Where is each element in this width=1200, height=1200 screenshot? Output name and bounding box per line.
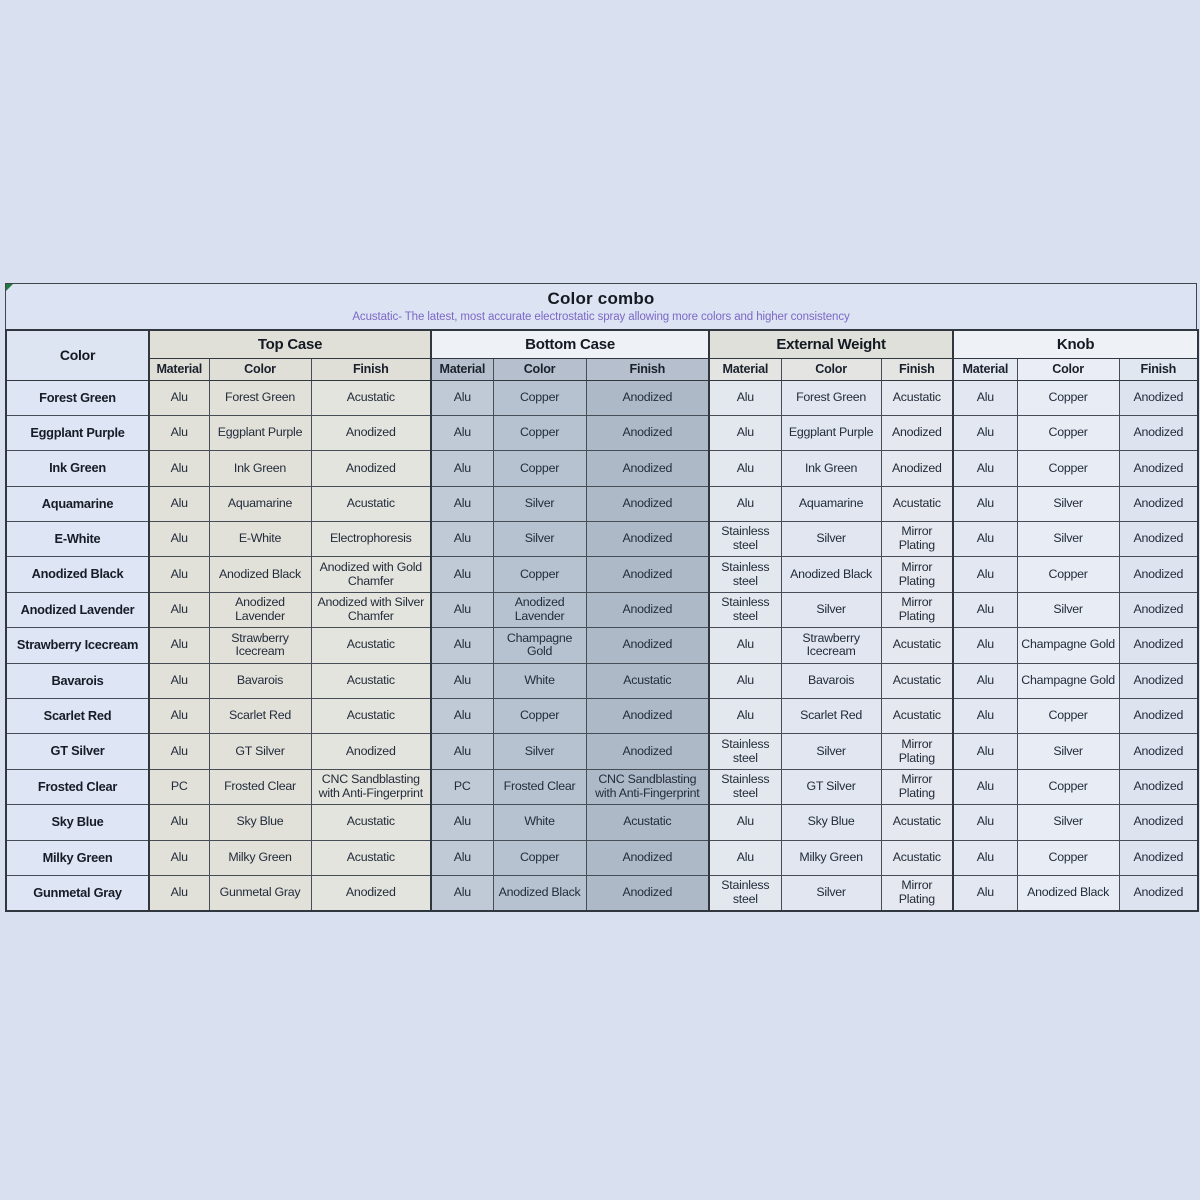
cell-knob-finish: Anodized [1119,628,1198,663]
cell-knob-color: Copper [1017,415,1119,450]
cell-bottom-case-color: Silver [493,734,586,769]
cell-bottom-case-material: Alu [431,699,493,734]
cell-bottom-case-finish: Anodized [586,380,709,415]
cell-bottom-case-finish: Acustatic [586,805,709,840]
cell-bottom-case-color: Anodized Lavender [493,592,586,627]
group-header-bottom-case: Bottom Case [431,330,709,358]
table-row [6,415,1198,450]
cell-external-weight-color: Silver [781,592,881,627]
cell-top-case-finish: Anodized [311,875,431,910]
cell-top-case-color: Milky Green [209,840,311,875]
sub-header-row [6,358,1198,380]
cell-knob-finish: Anodized [1119,557,1198,592]
cell-knob-material: Alu [953,699,1017,734]
color-combo-sheet [5,283,1197,912]
cell-top-case-finish: Anodized with Silver Chamfer [311,592,431,627]
cell-external-weight-material: Alu [709,699,781,734]
cell-color-name: Strawberry Icecream [6,628,149,663]
cell-external-weight-material: Stainless steel [709,769,781,804]
column-header-knob-color: Color [1017,358,1119,380]
cell-external-weight-color: Eggplant Purple [781,415,881,450]
cell-top-case-material: Alu [149,805,209,840]
cell-bottom-case-finish: Anodized [586,415,709,450]
cell-bottom-case-material: Alu [431,380,493,415]
cell-bottom-case-material: Alu [431,557,493,592]
cell-external-weight-color: Anodized Black [781,557,881,592]
cell-knob-finish: Anodized [1119,769,1198,804]
cell-top-case-color: Gunmetal Gray [209,875,311,910]
cell-color-name: Scarlet Red [6,699,149,734]
cell-bottom-case-material: PC [431,769,493,804]
cell-knob-color: Silver [1017,805,1119,840]
cell-knob-color: Copper [1017,699,1119,734]
cell-knob-finish: Anodized [1119,380,1198,415]
cell-bottom-case-finish: Anodized [586,840,709,875]
cell-external-weight-finish: Mirror Plating [881,592,953,627]
table-header [6,330,1198,380]
cell-top-case-finish: Acustatic [311,628,431,663]
cell-knob-finish: Anodized [1119,486,1198,521]
cell-external-weight-color: Milky Green [781,840,881,875]
cell-bottom-case-material: Alu [431,592,493,627]
cell-external-weight-finish: Mirror Plating [881,557,953,592]
table-row [6,522,1198,557]
column-header-knob-finish: Finish [1119,358,1198,380]
cell-external-weight-material: Alu [709,415,781,450]
cell-top-case-finish: Acustatic [311,486,431,521]
cell-knob-finish: Anodized [1119,415,1198,450]
cell-knob-material: Alu [953,805,1017,840]
cell-top-case-finish: Anodized [311,451,431,486]
cell-knob-material: Alu [953,557,1017,592]
cell-bottom-case-finish: Acustatic [586,663,709,698]
cell-external-weight-material: Stainless steel [709,734,781,769]
cell-bottom-case-finish: CNC Sandblasting with Anti-Fingerprint [586,769,709,804]
column-header-external-weight-material: Material [709,358,781,380]
cell-external-weight-color: Aquamarine [781,486,881,521]
cell-bottom-case-material: Alu [431,875,493,910]
cell-bottom-case-finish: Anodized [586,486,709,521]
column-header-top-case-finish: Finish [311,358,431,380]
cell-knob-material: Alu [953,451,1017,486]
cell-external-weight-finish: Acustatic [881,628,953,663]
cell-top-case-finish: Acustatic [311,805,431,840]
cell-bottom-case-material: Alu [431,840,493,875]
cell-top-case-material: Alu [149,557,209,592]
cell-external-weight-finish: Acustatic [881,486,953,521]
cell-bottom-case-material: Alu [431,522,493,557]
cell-top-case-material: Alu [149,663,209,698]
cell-external-weight-color: Silver [781,734,881,769]
cell-knob-material: Alu [953,380,1017,415]
cell-external-weight-color: Ink Green [781,451,881,486]
cell-color-name: Frosted Clear [6,769,149,804]
column-header-external-weight-color: Color [781,358,881,380]
table-row [6,734,1198,769]
cell-color-name: Aquamarine [6,486,149,521]
cell-external-weight-material: Alu [709,380,781,415]
cell-external-weight-material: Alu [709,486,781,521]
cell-external-weight-color: Sky Blue [781,805,881,840]
cell-color-name: Anodized Lavender [6,592,149,627]
page-subtitle: Acustatic- The latest, most accurate electrostatic spray allowing more colors and higher consistency [352,310,850,323]
cell-bottom-case-color: Copper [493,699,586,734]
column-header-top-case-material: Material [149,358,209,380]
cell-knob-color: Silver [1017,522,1119,557]
comment-marker-icon [6,284,13,291]
cell-bottom-case-color: Frosted Clear [493,769,586,804]
cell-external-weight-material: Stainless steel [709,875,781,910]
cell-color-name: GT Silver [6,734,149,769]
cell-top-case-material: PC [149,769,209,804]
cell-knob-color: Copper [1017,557,1119,592]
cell-top-case-color: Scarlet Red [209,699,311,734]
cell-top-case-finish: CNC Sandblasting with Anti-Fingerprint [311,769,431,804]
cell-top-case-color: Eggplant Purple [209,415,311,450]
cell-top-case-color: Frosted Clear [209,769,311,804]
group-header-row [6,330,1198,358]
cell-top-case-color: Sky Blue [209,805,311,840]
cell-top-case-material: Alu [149,380,209,415]
cell-bottom-case-finish: Anodized [586,734,709,769]
cell-knob-material: Alu [953,840,1017,875]
cell-external-weight-finish: Acustatic [881,663,953,698]
cell-knob-material: Alu [953,486,1017,521]
cell-color-name: Sky Blue [6,805,149,840]
cell-top-case-material: Alu [149,451,209,486]
cell-knob-material: Alu [953,734,1017,769]
cell-knob-color: Copper [1017,769,1119,804]
table-row [6,699,1198,734]
table-row [6,769,1198,804]
cell-color-name: Eggplant Purple [6,415,149,450]
cell-color-name: Ink Green [6,451,149,486]
cell-knob-material: Alu [953,592,1017,627]
cell-bottom-case-color: Copper [493,451,586,486]
cell-knob-material: Alu [953,415,1017,450]
cell-top-case-material: Alu [149,415,209,450]
group-header-external-weight: External Weight [709,330,953,358]
cell-external-weight-color: Silver [781,875,881,910]
cell-bottom-case-color: Silver [493,486,586,521]
cell-knob-material: Alu [953,522,1017,557]
cell-top-case-finish: Anodized with Gold Chamfer [311,557,431,592]
cell-external-weight-finish: Anodized [881,415,953,450]
cell-top-case-finish: Acustatic [311,380,431,415]
cell-knob-color: Copper [1017,840,1119,875]
cell-top-case-color: GT Silver [209,734,311,769]
cell-knob-finish: Anodized [1119,451,1198,486]
cell-knob-material: Alu [953,875,1017,910]
cell-knob-finish: Anodized [1119,840,1198,875]
table-row [6,557,1198,592]
table-row [6,380,1198,415]
cell-external-weight-finish: Mirror Plating [881,734,953,769]
cell-bottom-case-finish: Anodized [586,699,709,734]
cell-bottom-case-color: Copper [493,557,586,592]
cell-external-weight-color: Silver [781,522,881,557]
cell-top-case-material: Alu [149,592,209,627]
cell-external-weight-finish: Mirror Plating [881,769,953,804]
cell-color-name: E-White [6,522,149,557]
page-title: Color combo [547,289,655,308]
cell-top-case-finish: Acustatic [311,840,431,875]
cell-top-case-finish: Anodized [311,415,431,450]
cell-knob-color: Copper [1017,380,1119,415]
cell-knob-color: Copper [1017,451,1119,486]
cell-knob-material: Alu [953,628,1017,663]
table-body [6,380,1198,911]
cell-external-weight-material: Alu [709,840,781,875]
color-combo-table [5,329,1199,912]
cell-bottom-case-material: Alu [431,451,493,486]
cell-knob-color: Silver [1017,486,1119,521]
cell-knob-color: Champagne Gold [1017,628,1119,663]
cell-bottom-case-color: White [493,663,586,698]
cell-bottom-case-material: Alu [431,415,493,450]
cell-top-case-color: Bavarois [209,663,311,698]
column-header-top-case-color: Color [209,358,311,380]
cell-color-name: Gunmetal Gray [6,875,149,910]
cell-knob-color: Silver [1017,734,1119,769]
cell-knob-material: Alu [953,769,1017,804]
cell-color-name: Anodized Black [6,557,149,592]
cell-external-weight-finish: Mirror Plating [881,522,953,557]
cell-color-name: Forest Green [6,380,149,415]
table-row [6,628,1198,663]
cell-top-case-color: Aquamarine [209,486,311,521]
cell-bottom-case-material: Alu [431,805,493,840]
cell-top-case-finish: Acustatic [311,699,431,734]
cell-knob-color: Silver [1017,592,1119,627]
cell-external-weight-material: Stainless steel [709,592,781,627]
cell-bottom-case-color: Anodized Black [493,875,586,910]
cell-external-weight-material: Alu [709,628,781,663]
cell-bottom-case-color: Copper [493,415,586,450]
cell-top-case-finish: Electrophoresis [311,522,431,557]
column-header-bottom-case-finish: Finish [586,358,709,380]
cell-external-weight-material: Stainless steel [709,522,781,557]
cell-external-weight-material: Alu [709,451,781,486]
cell-top-case-color: Forest Green [209,380,311,415]
table-row [6,592,1198,627]
cell-knob-color: Anodized Black [1017,875,1119,910]
table-row [6,840,1198,875]
table-row [6,805,1198,840]
cell-bottom-case-color: Copper [493,840,586,875]
cell-top-case-material: Alu [149,522,209,557]
cell-knob-finish: Anodized [1119,734,1198,769]
cell-bottom-case-material: Alu [431,486,493,521]
cell-top-case-color: Anodized Black [209,557,311,592]
cell-external-weight-color: Scarlet Red [781,699,881,734]
cell-bottom-case-color: Copper [493,380,586,415]
cell-external-weight-color: Bavarois [781,663,881,698]
cell-external-weight-color: Strawberry Icecream [781,628,881,663]
cell-bottom-case-color: Silver [493,522,586,557]
cell-external-weight-finish: Anodized [881,451,953,486]
cell-top-case-material: Alu [149,734,209,769]
cell-bottom-case-finish: Anodized [586,522,709,557]
table-row [6,486,1198,521]
cell-top-case-color: Ink Green [209,451,311,486]
column-header-external-weight-finish: Finish [881,358,953,380]
cell-top-case-material: Alu [149,486,209,521]
cell-external-weight-finish: Mirror Plating [881,875,953,910]
corner-header: Color [6,330,149,380]
cell-external-weight-finish: Acustatic [881,699,953,734]
column-header-knob-material: Material [953,358,1017,380]
cell-knob-finish: Anodized [1119,875,1198,910]
cell-bottom-case-finish: Anodized [586,557,709,592]
cell-external-weight-color: Forest Green [781,380,881,415]
table-row [6,451,1198,486]
group-header-top-case: Top Case [149,330,431,358]
cell-top-case-material: Alu [149,699,209,734]
cell-color-name: Milky Green [6,840,149,875]
cell-bottom-case-finish: Anodized [586,592,709,627]
cell-knob-finish: Anodized [1119,592,1198,627]
cell-knob-finish: Anodized [1119,805,1198,840]
cell-top-case-finish: Acustatic [311,663,431,698]
cell-external-weight-finish: Acustatic [881,840,953,875]
cell-external-weight-material: Stainless steel [709,557,781,592]
cell-bottom-case-material: Alu [431,663,493,698]
cell-external-weight-finish: Acustatic [881,380,953,415]
cell-color-name: Bavarois [6,663,149,698]
cell-external-weight-material: Alu [709,663,781,698]
title-band [5,283,1197,329]
cell-knob-material: Alu [953,663,1017,698]
cell-top-case-color: Anodized Lavender [209,592,311,627]
cell-top-case-material: Alu [149,628,209,663]
cell-bottom-case-material: Alu [431,734,493,769]
cell-knob-finish: Anodized [1119,663,1198,698]
cell-bottom-case-material: Alu [431,628,493,663]
cell-external-weight-finish: Acustatic [881,805,953,840]
table-row [6,663,1198,698]
cell-external-weight-color: GT Silver [781,769,881,804]
cell-top-case-color: Strawberry Icecream [209,628,311,663]
cell-external-weight-material: Alu [709,805,781,840]
cell-bottom-case-finish: Anodized [586,451,709,486]
cell-top-case-material: Alu [149,875,209,910]
cell-bottom-case-color: White [493,805,586,840]
cell-knob-color: Champagne Gold [1017,663,1119,698]
cell-top-case-finish: Anodized [311,734,431,769]
column-header-bottom-case-material: Material [431,358,493,380]
group-header-knob: Knob [953,330,1198,358]
column-header-bottom-case-color: Color [493,358,586,380]
cell-top-case-material: Alu [149,840,209,875]
cell-knob-finish: Anodized [1119,699,1198,734]
cell-bottom-case-color: Champagne Gold [493,628,586,663]
table-row [6,875,1198,910]
cell-bottom-case-finish: Anodized [586,875,709,910]
cell-top-case-color: E-White [209,522,311,557]
cell-bottom-case-finish: Anodized [586,628,709,663]
cell-knob-finish: Anodized [1119,522,1198,557]
